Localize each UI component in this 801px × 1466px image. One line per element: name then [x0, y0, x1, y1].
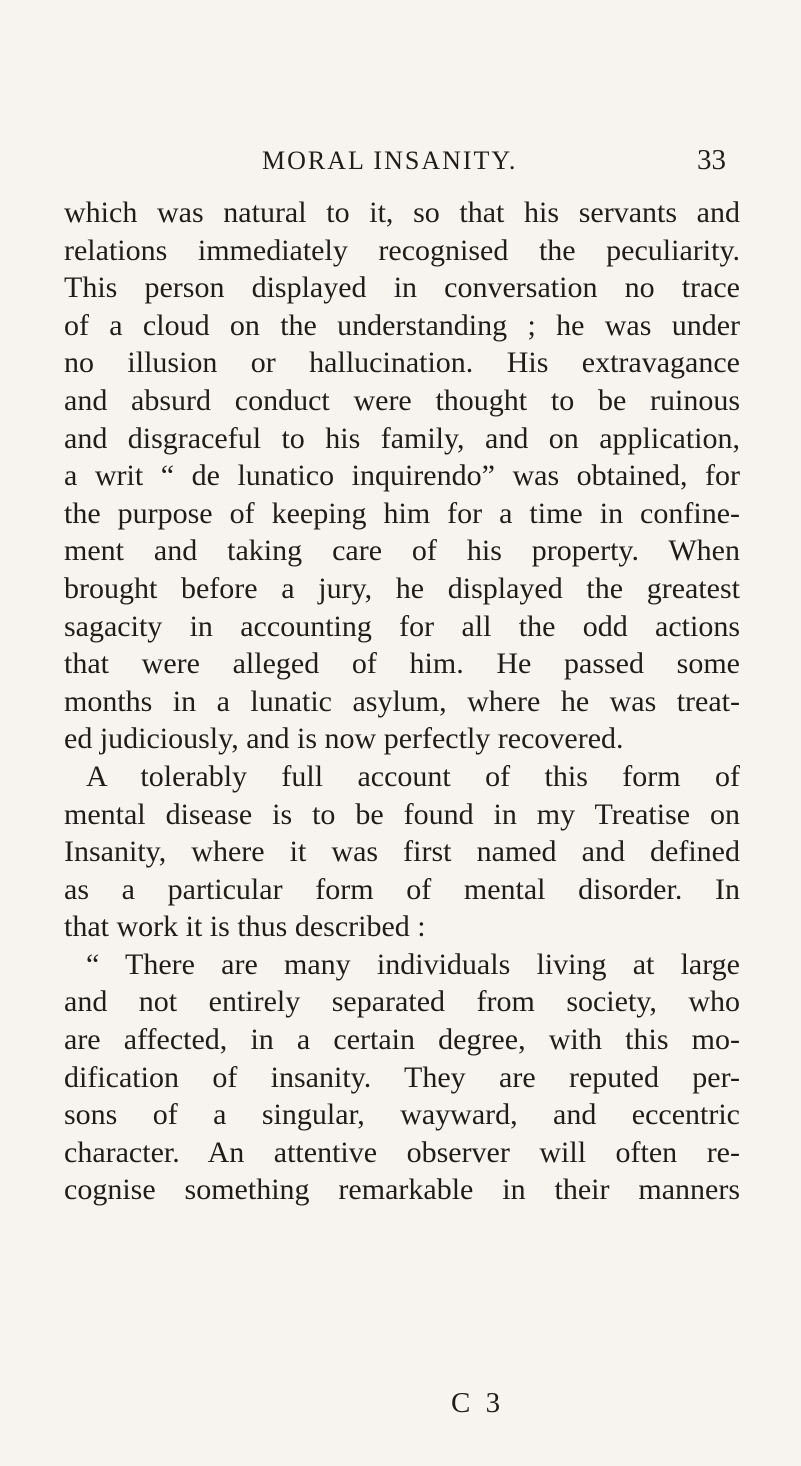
- text-line: are affected, in a certain degree, with this mo-: [64, 1023, 740, 1057]
- text-line: the purpose of keeping him for a time in confine-: [64, 496, 740, 530]
- text-line: and disgraceful to his family, and on application,: [64, 421, 740, 455]
- text-line: Insanity, where it was first named and defined: [64, 835, 740, 869]
- signature-mark: C 3: [451, 1387, 505, 1419]
- text-line: character. An attentive observer will often re-: [64, 1135, 740, 1169]
- text-line: of a cloud on the understanding ; he was under: [64, 308, 740, 342]
- text-line: sons of a singular, wayward, and eccentric: [64, 1098, 740, 1132]
- text-line: “ There are many individuals living at large: [86, 947, 740, 981]
- text-line: cognise something remarkable in their manners: [64, 1173, 740, 1207]
- text-line: and absurd conduct were thought to be ruinous: [64, 383, 740, 417]
- text-line: relations immediately recognised the peculiarity.: [64, 233, 740, 267]
- text-line: as a particular form of mental disorder. In: [64, 872, 740, 906]
- running-head: MORAL INSANITY.: [262, 146, 518, 175]
- text-line: that work it is thus described :: [64, 910, 426, 944]
- text-line: ed judiciously, and is now perfectly recovered.: [64, 722, 624, 756]
- text-line: sagacity in accounting for all the odd actions: [64, 609, 740, 643]
- text-line: no illusion or hallucination. His extravagance: [64, 346, 740, 380]
- text-line: brought before a jury, he displayed the greatest: [64, 571, 740, 605]
- page-number: 33: [697, 144, 726, 176]
- text-line: months in a lunatic asylum, where he was treat-: [64, 684, 740, 718]
- text-line: dification of insanity. They are reputed per-: [64, 1060, 740, 1094]
- text-line: a writ “ de lunatico inquirendo” was obtained, for: [64, 459, 740, 493]
- page-header: [0, 146, 801, 186]
- text-line: A tolerably full account of this form of: [86, 759, 740, 793]
- body-text: [64, 194, 740, 1209]
- text-line: and not entirely separated from society, who: [64, 985, 740, 1019]
- text-line: This person displayed in conversation no trace: [64, 271, 740, 305]
- text-line: mental disease is to be found in my Treatise on: [64, 797, 740, 831]
- text-line: ment and taking care of his property. When: [64, 534, 740, 568]
- text-line: which was natural to it, so that his servants and: [64, 196, 740, 229]
- text-line: that were alleged of him. He passed some: [64, 647, 740, 681]
